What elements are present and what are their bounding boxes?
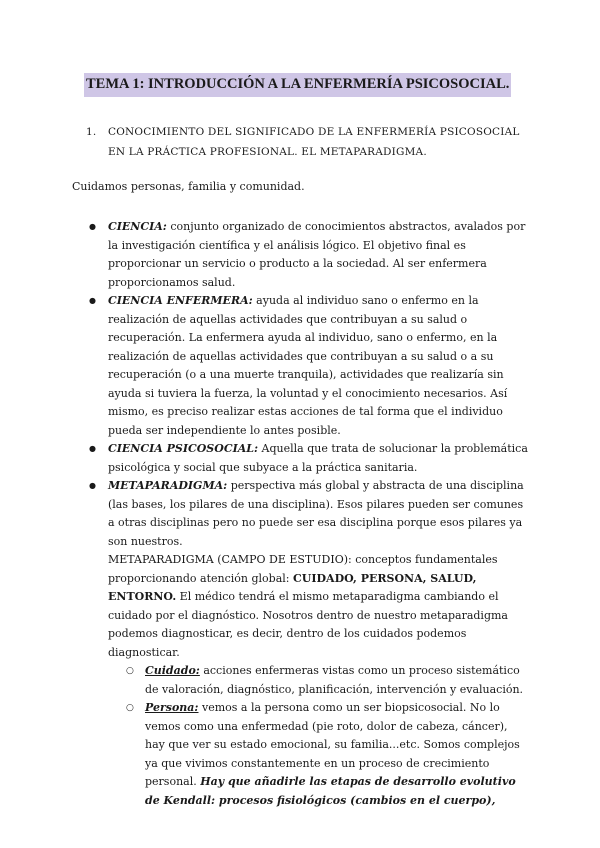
definition-text: ayuda al individuo sano o enfermo en la realización de aquellas actividades que contribuyan a su salud o recuperación. La enfermera ayuda al individuo, sano o enfermo, en la realización de aquellas actividades que contribuyan a su salud o a su recuperación (o a una muerte tranquila), actividades que realizaría sin ayuda si tuviera la fuerza, la voluntad y el conocimiento necesarios. Así mismo, es preciso realizar estas acciones de tal forma que el individuo pueda ser independiente lo antes posible. bbox=[108, 294, 508, 437]
sub-list-item bbox=[145, 662, 528, 699]
list-item bbox=[108, 218, 528, 292]
metaparadigma-concepts-list bbox=[145, 662, 528, 810]
term-metaparadigma: METAPARADIGMA: bbox=[108, 479, 228, 492]
sub-definition-text: acciones enfermeras vistas como un proceso sistemático de valoración, diagnóstico, planificación, intervención y evaluación. bbox=[145, 664, 524, 696]
intro-paragraph: Cuidamos personas, familia y comunidad. bbox=[72, 180, 305, 193]
metaparadigma-detail bbox=[108, 551, 528, 662]
list-item bbox=[108, 440, 528, 477]
definition-text: Aquella que trata de solucionar la problemática psicológica y social que subyace a la práctica sanitaria. bbox=[108, 442, 528, 474]
section-heading-text: CONOCIMIENTO DEL SIGNIFICADO DE LA ENFERMERÍA PSICOSOCIAL EN LA PRÁCTICA PROFESIONAL. EL METAPARADIGMA. bbox=[108, 126, 520, 158]
term-cuidado: Cuidado: bbox=[145, 664, 200, 677]
term-ciencia-psicosocial: CIENCIA PSICOSOCIAL: bbox=[108, 442, 259, 455]
core-concepts: CUIDADO, PERSONA, SALUD, ENTORNO. bbox=[108, 571, 477, 603]
list-item bbox=[108, 477, 528, 810]
definition-text: perspectiva más global y abstracta de una disciplina (las bases, los pilares de una disciplina). Esos pilares pueden ser comunes a otras disciplinas pero no puede ser esa disciplina porque esos pilares ya son nuestros. bbox=[108, 479, 524, 548]
detail-text: METAPARADIGMA (CAMPO DE ESTUDIO): conceptos fundamentales proporcionando atención global: bbox=[108, 553, 498, 585]
term-persona: Persona: bbox=[145, 701, 199, 714]
sub-list-item bbox=[145, 699, 528, 810]
section-heading bbox=[86, 122, 528, 162]
term-ciencia: CIENCIA: bbox=[108, 220, 167, 233]
term-ciencia-enfermera: CIENCIA ENFERMERA: bbox=[108, 294, 253, 307]
page-title: TEMA 1: INTRODUCCIÓN A LA ENFERMERÍA PSICOSOCIAL. bbox=[84, 73, 511, 97]
section-number: 1. bbox=[86, 126, 97, 138]
list-item bbox=[108, 292, 528, 440]
kendall-note: Hay que añadirle las etapas de desarrollo evolutivo de Kendall: procesos fisiológicos (cambios en el cuerpo), bbox=[145, 775, 516, 807]
sub-definition-text: vemos a la persona como un ser biopsicosocial. No lo vemos como una enfermedad (pie roto, dolor de cabeza, cáncer), hay que ver su estado emocional, su familia...etc. Somos complejos ya que vivimos constantemente en un proceso de crecimiento personal. bbox=[145, 701, 520, 788]
definition-text: conjunto organizado de conocimientos abstractos, avalados por la investigación científica y el análisis lógico. El objetivo final es proporcionar un servicio o producto a la sociedad. Al ser enfermera proporcionamos salud. bbox=[108, 220, 526, 289]
detail-text-continued: El médico tendrá el mismo metaparadigma cambiando el cuidado por el diagnóstico. Nosotros dentro de nuestro metaparadigma podemos diagnosticar, es decir, dentro de los cuidados podemos diagnosticar. bbox=[108, 590, 508, 659]
definitions-list bbox=[108, 218, 528, 810]
